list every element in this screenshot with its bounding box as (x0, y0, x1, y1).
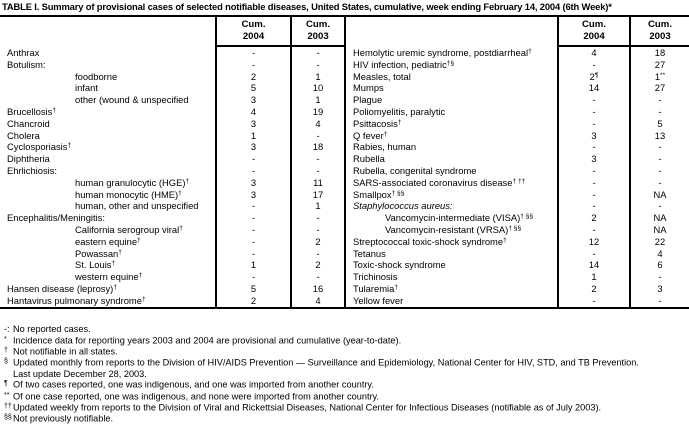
table-row (0, 46, 345, 59)
footnote-text: Of two cases reported, one was indigenous, and one was imported from another country. (13, 379, 374, 390)
disease-name-text: Q fever (353, 129, 384, 141)
cum-2003-value: 17 (291, 189, 345, 201)
footnote-symbol: † (185, 177, 190, 185)
disease-name (0, 283, 216, 295)
table-row (0, 82, 345, 94)
footnote-symbol: † (111, 260, 116, 268)
footnote-text: Incidence data for reporting years 2003 and 2004 are provisional and cumulative (year-to-date). (13, 335, 402, 346)
cum-2003-value: - (291, 248, 345, 260)
disease-name-text: Poliomyelitis, paralytic (353, 105, 446, 117)
footnote-text: No reported cases. (13, 324, 91, 334)
disease-name (0, 200, 216, 212)
footnote-symbol: † (67, 142, 72, 150)
disease-name-text: Vancomycin-resistant (VRSA) (385, 223, 509, 235)
cum-label: Cum. (241, 19, 266, 30)
cum-2004-value: 1 (558, 271, 630, 283)
disease-name (346, 59, 558, 71)
disease-name-text: other (wound & unspecified (75, 94, 189, 106)
cum-2003-value: 2 (291, 259, 345, 271)
disease-name-text: Rubella, congenital syndrome (353, 164, 477, 176)
table-row (346, 106, 689, 118)
disease-name-text: Encephalitis/Meningitis: (7, 212, 105, 224)
cum-2004-value: 5 (216, 283, 291, 295)
cum-2004-value: 2 (558, 283, 630, 295)
disease-name (346, 224, 558, 236)
footnote-marker: § (4, 358, 8, 366)
cum-2004-value: - (558, 94, 630, 106)
footnote-symbol: ** (660, 71, 666, 79)
cum-2004-value: 2 (216, 295, 291, 308)
cum-2004-value: 1 (216, 259, 291, 271)
footnote-marker: ** (4, 391, 10, 399)
disease-name-text: Psittacosis (353, 117, 398, 129)
footnote-symbol: † (179, 224, 183, 232)
cum-2003-value: - (630, 106, 689, 118)
right-table (346, 15, 689, 309)
cum-2003-value: - (630, 271, 689, 283)
table-row (0, 118, 345, 130)
cum-2004-value: - (558, 59, 630, 71)
disease-name-text: Mumps (353, 82, 384, 94)
disease-name-text: Brucellosis (7, 105, 53, 117)
disease-name-text: Powassan (75, 247, 119, 259)
disease-name (346, 82, 558, 94)
table-row (346, 141, 689, 153)
disease-name-text: infant (75, 82, 98, 94)
table-row (346, 271, 689, 283)
footnote (0, 335, 689, 346)
cum-2004-value: - (216, 271, 291, 283)
disease-name-text: Vancomycin-intermediate (VISA) (385, 212, 521, 224)
cum-2004-value: - (558, 200, 630, 212)
table-row (0, 165, 345, 177)
table-row (0, 283, 345, 295)
disease-name-text: Staphylococcus aureus: (353, 200, 453, 212)
cum-2004-value: 12 (558, 236, 630, 248)
cum-2004-value: 14 (558, 259, 630, 271)
footnote-symbol: † §§ (391, 189, 405, 197)
cum-2003-value: 18 (630, 46, 689, 59)
disease-name (0, 46, 216, 59)
cum-2003-value: NA (630, 212, 689, 224)
disease-name-text: Toxic-shock syndrome (353, 259, 446, 271)
footnote (0, 324, 689, 335)
disease-name (0, 165, 216, 177)
cum-2003-value: - (630, 165, 689, 177)
table-row (346, 200, 689, 212)
disease-name (0, 94, 216, 106)
cum-2004-value: 3 (216, 177, 291, 189)
column-header-cum-2004 (216, 16, 291, 46)
disease-name-text: Yellow fever (353, 294, 404, 306)
disease-name (346, 259, 558, 271)
cum-2003-value: 1 (291, 200, 345, 212)
cum-2004-value: - (558, 295, 630, 308)
cum-2003-value: 13 (630, 130, 689, 142)
cum-2004-value: - (216, 200, 291, 212)
disease-name (346, 130, 558, 142)
cum-2004-value: 5 (216, 82, 291, 94)
empty-header-cell (346, 16, 558, 46)
cum-2003-value: - (630, 295, 689, 308)
disease-name-text: Diphtheria (7, 153, 50, 165)
disease-name (0, 106, 216, 118)
disease-name (346, 71, 558, 83)
cum-2004-value: 2 (558, 212, 630, 224)
cum-2004-value: - (216, 212, 291, 224)
table-row (0, 271, 345, 283)
disease-name-text: Smallpox (353, 188, 392, 200)
cum-2004-value: - (558, 165, 630, 177)
cum-2003-value: - (630, 200, 689, 212)
table-row (346, 94, 689, 106)
right-table-body (346, 46, 689, 308)
table-row (0, 130, 345, 142)
footnote-symbol: † (137, 236, 141, 244)
disease-name (346, 177, 558, 189)
disease-name (0, 177, 216, 189)
disease-name-text: Rabies, human (353, 141, 417, 153)
footnote-symbol: † (138, 272, 143, 280)
table-row (346, 283, 689, 295)
table-row (0, 153, 345, 165)
cum-2004-value: 3 (216, 118, 291, 130)
footnote-symbol: † (178, 189, 182, 197)
table-row (0, 189, 345, 201)
disease-name (346, 141, 558, 153)
disease-name (0, 295, 216, 308)
table-row (346, 259, 689, 271)
cum-2004-value: - (558, 177, 630, 189)
column-header-cum-2003 (630, 16, 689, 46)
footnote-symbol: † §§ (520, 213, 534, 221)
footnote-symbol: † (528, 47, 532, 55)
disease-name-text: human, other and unspecified (75, 200, 199, 212)
table-row (0, 141, 345, 153)
footnote-symbol: † (383, 130, 388, 138)
page-title: TABLE I. Summary of provisional cases of selected notifiable diseases, United States, cumulative, week ending February 14, 2004 (6th Week)* (2, 1, 612, 12)
cum-2003-value: - (291, 224, 345, 236)
disease-name (346, 94, 558, 106)
disease-name-text: Tetanus (353, 247, 386, 259)
cum-2004-value: - (216, 153, 291, 165)
left-table (0, 15, 346, 309)
footnote-marker: §§ (4, 414, 12, 422)
cum-2004-value: 3 (558, 130, 630, 142)
cum-2003-value: - (291, 153, 345, 165)
disease-name-text: Streptococcal toxic-shock syndrome (353, 235, 504, 247)
table-row (346, 295, 689, 308)
table-row (0, 59, 345, 71)
table-row (346, 118, 689, 130)
footnote-symbol: †§ (446, 59, 455, 67)
footnote-symbol: † (394, 283, 399, 291)
cum-label: Cum. (648, 19, 672, 30)
disease-name (346, 283, 558, 295)
cum-2004-value: - (216, 248, 291, 260)
disease-name (346, 248, 558, 260)
footnote-marker: †† (4, 403, 12, 411)
cum-2003-value: 27 (630, 59, 689, 71)
cum-2003-value: NA (630, 189, 689, 201)
footnote-text: Of one case reported, one was indigenous, and none were imported from another country. (13, 391, 380, 402)
footnote-symbol: † (503, 236, 507, 244)
cum-2003-value: - (630, 153, 689, 165)
disease-name (0, 118, 216, 130)
disease-name-text: Hemolytic uremic syndrome, postdiarrheal (353, 46, 529, 58)
cum-2003-value: 11 (291, 177, 345, 189)
disease-name (346, 118, 558, 130)
footnote-text: Not previously notifiable. (13, 413, 114, 424)
disease-name (0, 212, 216, 224)
cum-2003-value: 4 (291, 118, 345, 130)
cum-2003-value: 4 (291, 295, 345, 308)
table-row (346, 130, 689, 142)
cum-label: Cum. (582, 19, 606, 30)
table-row (0, 71, 345, 83)
disease-name (0, 71, 216, 83)
footnote-marker: -: (4, 324, 10, 334)
table-row (346, 177, 689, 189)
disease-name-text: human monocytic (HME) (75, 188, 179, 200)
cum-2004-value: - (216, 46, 291, 59)
footnote (0, 402, 689, 413)
disease-name (346, 165, 558, 177)
disease-name (346, 106, 558, 118)
footnote-marker: † (4, 347, 8, 355)
cum-2003-value: 3 (630, 283, 689, 295)
table-row (346, 248, 689, 260)
disease-name (346, 189, 558, 201)
year-2004-label: 2004 (242, 31, 265, 42)
disease-name-text: St. Louis (75, 259, 112, 271)
footnote-marker: ¶ (4, 380, 8, 388)
disease-name (0, 248, 216, 260)
table-row (0, 200, 345, 212)
disease-name (0, 153, 216, 165)
cum-2004-value: - (216, 165, 291, 177)
disease-name-text: SARS-associated coronavirus disease (353, 176, 513, 188)
cum-2004-value: 3 (216, 189, 291, 201)
footnote (0, 369, 689, 380)
disease-name-text: Ehrlichiosis: (7, 164, 58, 176)
cum-2004-value: 4 (558, 46, 630, 59)
cum-2004-value: - (216, 236, 291, 248)
cum-2004-value: - (558, 118, 630, 130)
cum-2003-value: 16 (291, 283, 345, 295)
table-row (346, 165, 689, 177)
footnote-symbol: † (141, 295, 146, 303)
cum-2004-value: - (216, 224, 291, 236)
year-2003-label: 2003 (649, 31, 671, 42)
cum-2003-value: 22 (630, 236, 689, 248)
cum-2003-value: 6 (630, 259, 689, 271)
disease-name-text: Cholera (7, 129, 40, 141)
cum-2004-value: - (558, 141, 630, 153)
disease-name (346, 46, 558, 59)
disease-name (0, 189, 216, 201)
disease-name (0, 236, 216, 248)
cum-2003-value: 18 (291, 141, 345, 153)
disease-name-text: Cyclosporiasis (7, 141, 68, 153)
cum-2004-value: 2¶ (558, 71, 630, 83)
footnote-text: Updated monthly from reports to the Division of HIV/AIDS Prevention — Surveillance and Epidemiology, National Center for HIV, STD, and TB Prevention. (13, 357, 639, 368)
footnote (0, 379, 689, 390)
cum-2003-value: - (630, 141, 689, 153)
cum-2003-value: 2 (291, 236, 345, 248)
cum-label: Cum. (306, 19, 330, 30)
disease-name (346, 271, 558, 283)
right-header-row (346, 16, 689, 46)
table-row (346, 212, 689, 224)
table-row (0, 248, 345, 260)
year-2003-label: 2003 (307, 31, 329, 42)
disease-name-text: Trichinosis (353, 271, 398, 283)
footnote-symbol: ¶ (594, 71, 599, 79)
disease-name-text: human granulocytic (HGE) (75, 176, 186, 188)
left-table-body (0, 46, 345, 308)
table-row (346, 224, 689, 236)
table-row (0, 224, 345, 236)
disease-name-text: Anthrax (7, 46, 40, 58)
disease-name (346, 200, 558, 212)
cum-2003-value: - (291, 271, 345, 283)
footnote-symbol: † (397, 118, 402, 126)
footnote-marker: * (4, 335, 7, 343)
disease-name-text: Measles, total (353, 70, 411, 82)
cum-2003-value: 10 (291, 82, 345, 94)
footnote-text: Updated weekly from reports to the Division of Viral and Rickettsial Diseases, National Center for Infectious Diseases (notifiable as of July 2003). (13, 402, 602, 413)
footnote-symbol: † (118, 248, 122, 256)
disease-name-text: Plague (353, 94, 383, 106)
table-row (0, 212, 345, 224)
footnotes (0, 324, 689, 425)
cum-2004-value: - (558, 224, 630, 236)
year-2004-label: 2004 (583, 31, 605, 42)
disease-name-text: Tularemia (353, 282, 395, 294)
disease-name-text: Chancroid (7, 117, 50, 129)
cum-2003-value: NA (630, 224, 689, 236)
table-row (346, 236, 689, 248)
table-row (0, 106, 345, 118)
cum-2003-value: 5 (630, 118, 689, 130)
cum-2003-value: - (291, 165, 345, 177)
cum-2004-value: - (558, 248, 630, 260)
disease-name (0, 259, 216, 271)
column-header-cum-2003 (291, 16, 345, 46)
footnote (0, 413, 689, 424)
table-row (346, 46, 689, 59)
table-row (346, 189, 689, 201)
disease-name (346, 212, 558, 224)
footnote-symbol: † (52, 106, 56, 114)
table-row (0, 295, 345, 308)
cum-2004-value: - (558, 189, 630, 201)
disease-name-text: foodborne (75, 70, 118, 82)
cum-2004-value: 1 (216, 130, 291, 142)
column-header-cum-2004 (558, 16, 630, 46)
cum-2003-value: - (630, 94, 689, 106)
cum-2004-value: 3 (216, 94, 291, 106)
footnote-text: Not notifiable in all states. (13, 346, 118, 357)
disease-name (0, 130, 216, 142)
cum-2003-value: - (630, 177, 689, 189)
disease-name (0, 271, 216, 283)
cum-2003-value: - (291, 130, 345, 142)
cum-2004-value: 2 (216, 71, 291, 83)
cum-2004-value: 14 (558, 82, 630, 94)
disease-name-text: Rubella (353, 153, 385, 165)
table-row (346, 153, 689, 165)
footnote (0, 357, 689, 368)
footnote-symbol: † (113, 283, 117, 291)
disease-name (0, 82, 216, 94)
table-row (346, 59, 689, 71)
footnote-symbol: † †† (512, 177, 526, 185)
disease-name (0, 224, 216, 236)
disease-name (346, 153, 558, 165)
cum-2004-value: - (216, 59, 291, 71)
cum-2004-value: - (558, 106, 630, 118)
disease-name (0, 59, 216, 71)
disease-name-text: Hantavirus pulmonary syndrome (7, 294, 142, 306)
disease-name-text: California serogroup viral (75, 223, 180, 235)
cum-2003-value: 1 (291, 71, 345, 83)
empty-header-cell (0, 16, 216, 46)
cum-2003-value: - (291, 212, 345, 224)
left-header-row (0, 16, 345, 46)
footnote-symbol: † §§ (508, 224, 522, 232)
disease-name (346, 295, 558, 308)
disease-name (0, 141, 216, 153)
footnote-text: Last update December 28, 2003. (13, 368, 147, 379)
cum-2004-value: 3 (216, 141, 291, 153)
table-row (0, 236, 345, 248)
disease-name (346, 236, 558, 248)
footnote (0, 346, 689, 357)
cum-2003-value: - (291, 46, 345, 59)
cum-2003-value: 19 (291, 106, 345, 118)
summary-table (0, 15, 689, 309)
table-row (0, 177, 345, 189)
disease-name-text: Botulism: (7, 58, 46, 70)
disease-name-text: eastern equine (75, 235, 138, 247)
cum-2003-value: 1 (291, 94, 345, 106)
cum-2003-value: 4 (630, 248, 689, 260)
cum-2004-value: 3 (558, 153, 630, 165)
disease-name-text: HIV infection, pediatric (353, 58, 447, 70)
table-row (346, 82, 689, 94)
footnote (0, 391, 689, 402)
table-row (0, 259, 345, 271)
table-row (0, 94, 345, 106)
cum-2003-value: 27 (630, 82, 689, 94)
disease-name-text: Hansen disease (leprosy) (7, 282, 114, 294)
cum-2003-value: - (291, 59, 345, 71)
table-row (346, 71, 689, 83)
cum-2003-value: 1** (630, 71, 689, 83)
cum-2004-value: 4 (216, 106, 291, 118)
disease-name-text: western equine (75, 271, 139, 283)
